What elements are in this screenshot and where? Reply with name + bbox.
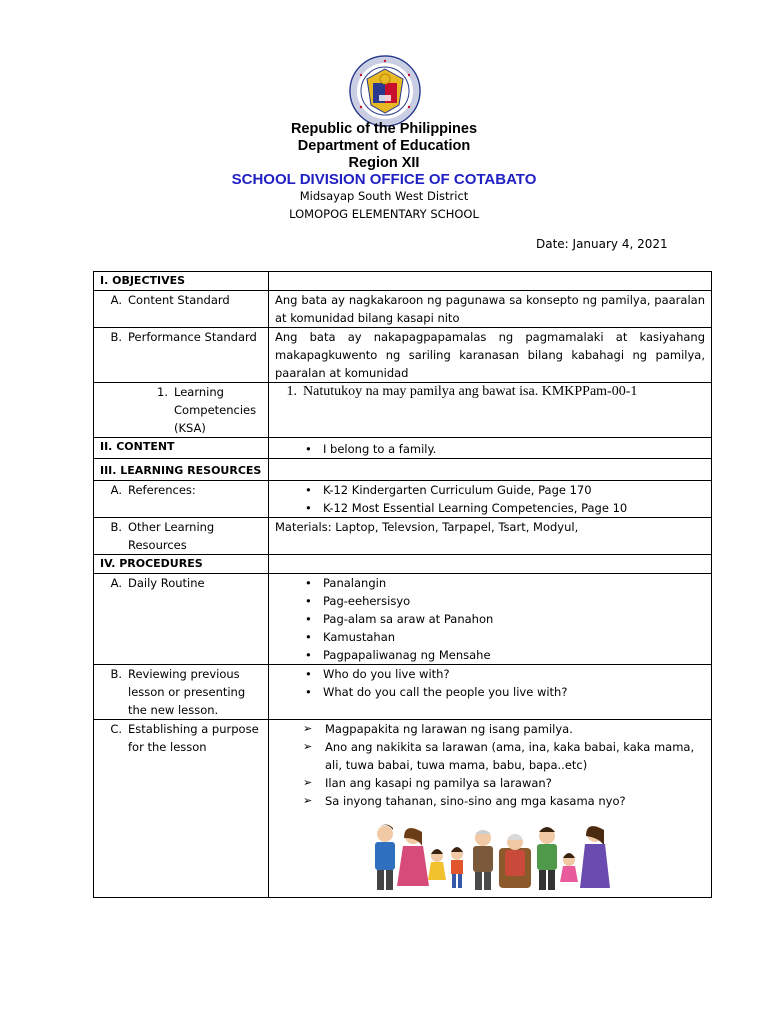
competency-item-num: 1. xyxy=(286,384,297,399)
content-row xyxy=(94,438,712,459)
purpose-item: ➢ Ilan ang kasapi ng pamilya sa larawan? xyxy=(303,774,705,792)
performance-standard-text: Ang bata ay nakapagpapamalas ng pagmamalaki at kasiyahang makapagkuwento ng sariling karanasan bilang kabahagi ng pamilya, paaralan at komunidad xyxy=(269,328,712,383)
other-resources-num: B. xyxy=(110,520,122,534)
routine-item: • Pag-alam sa araw at Panahon xyxy=(305,610,705,628)
deped-seal-logo xyxy=(349,55,421,127)
content-standard-label: Content Standard xyxy=(128,293,230,307)
procedures-heading: IV. PROCEDURES xyxy=(94,555,269,574)
objectives-heading: I. OBJECTIVES xyxy=(94,272,269,291)
resources-row xyxy=(94,459,712,481)
other-resources-label: Other Learning Resources xyxy=(128,520,215,552)
resources-heading: III. LEARNING RESOURCES xyxy=(94,459,269,481)
competencies-num: 1. xyxy=(157,385,168,399)
purpose-item: ➢ Sa inyong tahanan, sino-sino ang mga kasama nyo? xyxy=(303,792,705,810)
content-item: • I belong to a family. xyxy=(305,440,705,458)
division-heading: SCHOOL DIVISION OFFICE OF COTABATO xyxy=(231,171,537,188)
establishing-row xyxy=(94,720,712,898)
reviewing-label: Reviewing previous lesson or presenting the new lesson. xyxy=(128,667,246,717)
review-question: • What do you call the people you live with? xyxy=(305,683,705,701)
routine-item: • Pagpapaliwanag ng Mensahe xyxy=(305,646,705,664)
performance-standard-num: B. xyxy=(110,330,122,344)
lesson-plan-table xyxy=(93,271,712,898)
procedures-empty-cell xyxy=(269,555,712,574)
review-question: • Who do you live with? xyxy=(305,665,705,683)
competencies-label: Learning Competencies (KSA) xyxy=(174,385,257,435)
department-heading: Department of Education xyxy=(297,138,471,154)
lesson-date: Date: January 4, 2021 xyxy=(536,237,668,251)
reviewing-row xyxy=(94,665,712,720)
reference-item: • K-12 Most Essential Learning Competencies, Page 10 xyxy=(305,499,705,517)
routine-item: • Kamustahan xyxy=(305,628,705,646)
references-row xyxy=(94,481,712,518)
references-label: References: xyxy=(128,483,196,497)
competency-item-text: Natutukoy na may pamilya ang bawat isa. KMKPPam-00-1 xyxy=(303,384,638,399)
establishing-label: Establishing a purpose for the lesson xyxy=(128,722,259,754)
competencies-row xyxy=(94,383,712,438)
district-heading: Midsayap South West District xyxy=(299,189,469,203)
daily-routine-label: Daily Routine xyxy=(128,576,205,590)
reference-item: • K-12 Kindergarten Curriculum Guide, Page 170 xyxy=(305,481,705,499)
objectives-row xyxy=(94,272,712,291)
content-standard-num: A. xyxy=(110,293,122,307)
performance-standard-label: Performance Standard xyxy=(128,330,257,344)
region-heading: Region XII xyxy=(348,155,420,171)
objectives-empty-cell xyxy=(269,272,712,291)
routine-item: • Panalangin xyxy=(305,574,705,592)
other-resources-text: Materials: Laptop, Televsion, Tarpapel, Tsart, Modyul, xyxy=(269,518,712,555)
references-num: A. xyxy=(110,483,122,497)
content-heading: II. CONTENT xyxy=(94,438,269,459)
performance-standard-row xyxy=(94,328,712,383)
purpose-item: ➢ Ano ang nakikita sa larawan (ama, ina, kaka babai, kaka mama, ali, tuwa babai, tuwa mama, babu, bapa..etc) xyxy=(303,738,705,774)
republic-heading: Republic of the Philippines xyxy=(290,121,478,137)
family-illustration xyxy=(365,820,621,892)
other-resources-row xyxy=(94,518,712,555)
daily-routine-num: A. xyxy=(110,576,122,590)
reviewing-num: B. xyxy=(110,667,122,681)
content-standard-text: Ang bata ay nagkakaroon ng pagunawa sa konsepto ng pamilya, paaralan at komunidad bilang kasapi nito xyxy=(269,291,712,328)
school-heading: LOMOPOG ELEMENTARY SCHOOL xyxy=(289,207,479,221)
resources-empty-cell xyxy=(269,459,712,481)
purpose-item: ➢ Magpapakita ng larawan ng isang pamilya. xyxy=(303,720,705,738)
daily-routine-row xyxy=(94,574,712,665)
routine-item: • Pag-eehersisyo xyxy=(305,592,705,610)
content-standard-row xyxy=(94,291,712,328)
procedures-row xyxy=(94,555,712,574)
establishing-num: C. xyxy=(110,722,122,736)
